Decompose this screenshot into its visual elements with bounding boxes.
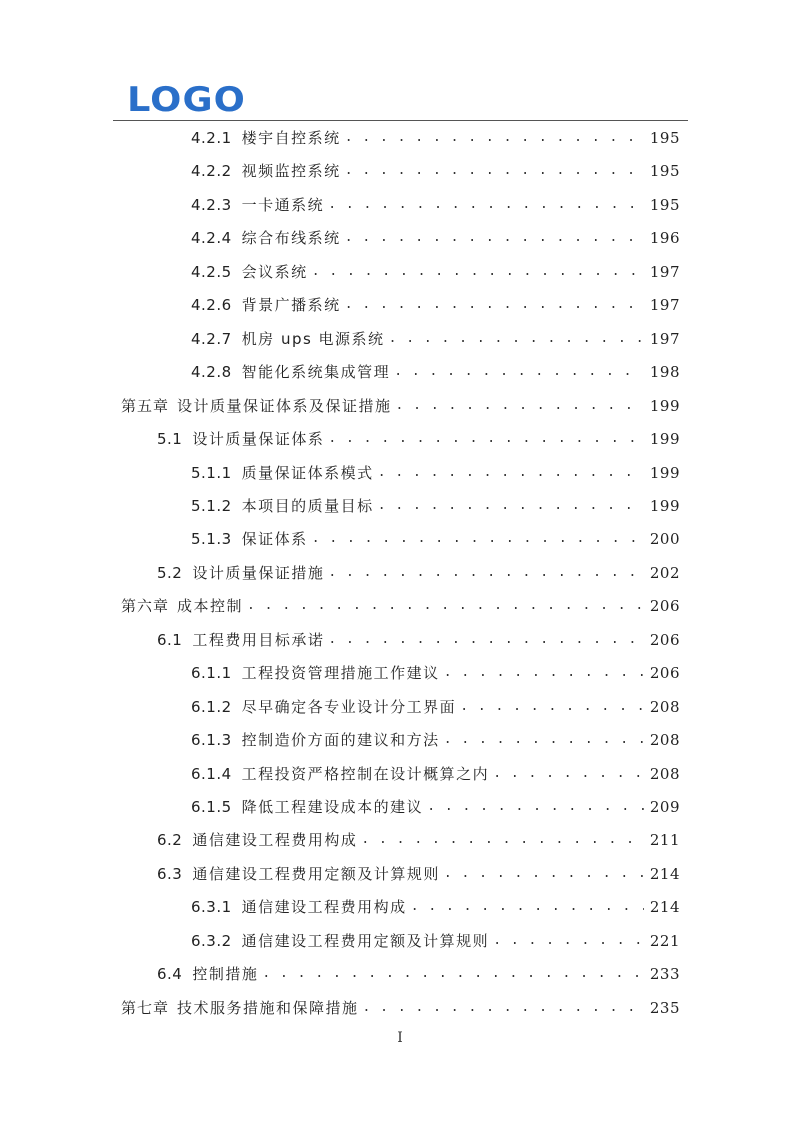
toc-entry-number: 5.1.3 [191, 530, 232, 549]
toc-entry-number: 第六章 [121, 597, 170, 616]
toc-entry[interactable] [191, 489, 680, 523]
toc-entry[interactable] [191, 924, 680, 958]
toc-entry[interactable] [191, 690, 680, 724]
toc-entry-number: 5.1.1 [191, 463, 232, 482]
toc-entry-number: 6.1.4 [191, 764, 232, 783]
toc-entry-page: 199 [649, 430, 680, 449]
toc-entry-page: 196 [649, 229, 680, 248]
toc-entry-page: 221 [649, 931, 680, 950]
toc-entry-number: 6.2 [157, 831, 183, 850]
toc-entry-title: 机房 ups 电源系统 [241, 329, 385, 348]
toc-entry-title: 工程投资严格控制在设计概算之内 [241, 764, 490, 783]
toc-entry-number: 第七章 [121, 998, 170, 1017]
toc-entry-page: 206 [649, 597, 680, 616]
toc-entry-title: 设计质量保证体系 [192, 430, 325, 449]
toc-dot-leader [345, 288, 644, 322]
toc-entry-title: 通信建设工程费用构成 [241, 898, 407, 917]
toc-entry-number: 4.2.2 [191, 162, 232, 181]
toc-entry[interactable] [191, 890, 680, 924]
toc-dot-leader [394, 355, 644, 389]
toc-entry-title: 控制措施 [192, 965, 259, 984]
toc-entry-title: 综合布线系统 [241, 229, 341, 248]
toc-entry[interactable] [191, 288, 680, 322]
toc-entry-page: 197 [649, 329, 680, 348]
toc-entry-number: 6.3.1 [191, 898, 232, 917]
toc-entry-number: 4.2.5 [191, 262, 232, 281]
toc-dot-leader [328, 422, 643, 456]
toc-entry[interactable] [191, 221, 680, 255]
toc-entry-title: 通信建设工程费用定额及计算规则 [192, 864, 440, 883]
toc-entry-number: 6.1.2 [191, 697, 232, 716]
toc-entry[interactable] [191, 757, 680, 791]
toc-entry-number: 5.2 [157, 563, 183, 582]
toc-entry-title: 背景广播系统 [241, 296, 341, 315]
toc-entry[interactable] [191, 723, 680, 757]
toc-entry-page: 208 [649, 697, 680, 716]
toc-entry-number: 6.1 [157, 630, 183, 649]
toc-entry-page: 198 [649, 363, 680, 382]
toc-entry-title: 设计质量保证措施 [192, 563, 325, 582]
toc-dot-leader [444, 656, 644, 690]
toc-entry[interactable] [157, 422, 680, 456]
toc-entry-title: 工程费用目标承诺 [192, 630, 325, 649]
toc-entry[interactable] [191, 790, 680, 824]
toc-entry[interactable] [157, 857, 680, 891]
toc-entry-page: 208 [649, 731, 680, 750]
toc-entry[interactable] [191, 522, 680, 556]
toc-dot-leader [345, 221, 644, 255]
toc-entry-title: 尽早确定各专业设计分工界面 [241, 697, 457, 716]
toc-dot-leader [493, 757, 644, 791]
toc-dot-leader [328, 556, 643, 590]
toc-dot-leader [444, 723, 644, 757]
toc-entry-title: 本项目的质量目标 [241, 496, 374, 515]
toc-entry-page: 199 [649, 496, 680, 515]
toc-entry-page: 211 [649, 831, 680, 850]
toc-entry-page: 199 [649, 396, 680, 415]
toc-entry-title: 控制造价方面的建议和方法 [241, 731, 440, 750]
toc-entry-page: 195 [649, 195, 680, 214]
toc-entry-number: 4.2.6 [191, 296, 232, 315]
toc-entry[interactable] [191, 355, 680, 389]
toc-entry-title: 工程投资管理措施工作建议 [241, 664, 440, 683]
toc-dot-leader [396, 389, 644, 423]
toc-entry-page: 197 [649, 296, 680, 315]
toc-entry-page: 195 [649, 162, 680, 181]
toc-entry-number: 第五章 [121, 396, 170, 415]
toc-dot-leader [312, 522, 644, 556]
toc-entry-number: 4.2.8 [191, 363, 232, 382]
toc-entry-number: 6.4 [157, 965, 183, 984]
toc-dot-leader [493, 924, 644, 958]
toc-entry-page: 206 [649, 664, 680, 683]
toc-entry-number: 4.2.1 [191, 129, 232, 147]
toc-entry-title: 一卡通系统 [241, 195, 325, 214]
toc-entry-page: 200 [649, 530, 680, 549]
toc-entry-number: 6.3.2 [191, 931, 232, 950]
toc-entry[interactable] [121, 389, 680, 423]
toc-entry[interactable] [191, 121, 680, 155]
toc-entry-page: 197 [649, 262, 680, 281]
toc-entry-page: 202 [649, 563, 680, 582]
toc-dot-leader [361, 823, 643, 857]
toc-dot-leader [328, 188, 644, 222]
toc-dot-leader [378, 489, 644, 523]
toc-entry-page: 208 [649, 764, 680, 783]
toc-entry-page: 209 [649, 798, 680, 816]
toc-entry[interactable] [157, 823, 680, 857]
page-number: I [397, 1030, 403, 1046]
toc-entry-number: 6.1.1 [191, 664, 232, 683]
toc-dot-leader [345, 154, 644, 188]
toc-dot-leader [444, 857, 644, 891]
toc-entry[interactable] [157, 623, 680, 657]
toc-entry-title: 通信建设工程费用定额及计算规则 [241, 931, 490, 950]
toc-dot-leader [411, 890, 644, 924]
toc-dot-leader [247, 589, 644, 623]
toc-entry[interactable] [191, 656, 680, 690]
toc-entry[interactable] [121, 991, 680, 1025]
toc-entry[interactable] [191, 154, 680, 188]
toc-entry[interactable] [191, 255, 680, 289]
toc-entry[interactable] [191, 322, 680, 356]
toc-entry-title: 智能化系统集成管理 [241, 363, 391, 382]
toc-dot-leader [328, 623, 643, 657]
toc-dot-leader [363, 991, 644, 1025]
toc-dot-leader [262, 957, 643, 991]
toc-entry[interactable] [191, 456, 680, 490]
toc-entry-number: 4.2.7 [191, 329, 232, 348]
toc-entry-title: 会议系统 [241, 262, 308, 281]
toc-entry-title: 保证体系 [241, 530, 308, 549]
toc-entry-title: 视频监控系统 [241, 162, 341, 181]
toc-entry-title: 设计质量保证体系及保证措施 [177, 396, 392, 415]
toc-entry[interactable] [121, 589, 680, 623]
toc-entry-number: 4.2.4 [191, 229, 232, 248]
toc-dot-leader [389, 322, 644, 356]
toc-entry-title: 质量保证体系模式 [241, 463, 374, 482]
toc-dot-leader [427, 790, 644, 824]
toc-entry-page: 233 [649, 965, 680, 984]
toc-entry-page: 206 [649, 630, 680, 649]
toc-entry-number: 6.1.3 [191, 731, 232, 750]
toc-entry-number: 4.2.3 [191, 195, 232, 214]
toc-entry-title: 技术服务措施和保障措施 [177, 998, 359, 1017]
toc-entry-number: 6.1.5 [191, 798, 232, 816]
toc-entry-number: 5.1 [157, 430, 183, 449]
toc-entry[interactable] [157, 957, 680, 991]
logo: LOGO [127, 80, 246, 120]
toc-dot-leader [460, 690, 644, 724]
toc-entry-page: 214 [649, 864, 680, 883]
toc-entry-title: 通信建设工程费用构成 [192, 831, 358, 850]
toc-dot-leader [345, 121, 644, 155]
toc-entry-title: 楼宇自控系统 [241, 129, 341, 147]
toc-dot-leader [312, 255, 644, 289]
toc-entry-number: 6.3 [157, 864, 183, 883]
toc-entry-number: 5.1.2 [191, 496, 232, 515]
toc-entry-page: 199 [649, 463, 680, 482]
toc-entry[interactable] [191, 188, 680, 222]
toc-entry-page: 195 [649, 129, 680, 147]
toc-entry-title: 降低工程建设成本的建议 [241, 798, 424, 816]
toc-entry-title: 成本控制 [177, 597, 244, 616]
toc-entry-page: 214 [649, 898, 680, 917]
toc-dot-leader [378, 456, 644, 490]
toc-entry-page: 235 [649, 998, 680, 1017]
toc-entry[interactable] [157, 556, 680, 590]
